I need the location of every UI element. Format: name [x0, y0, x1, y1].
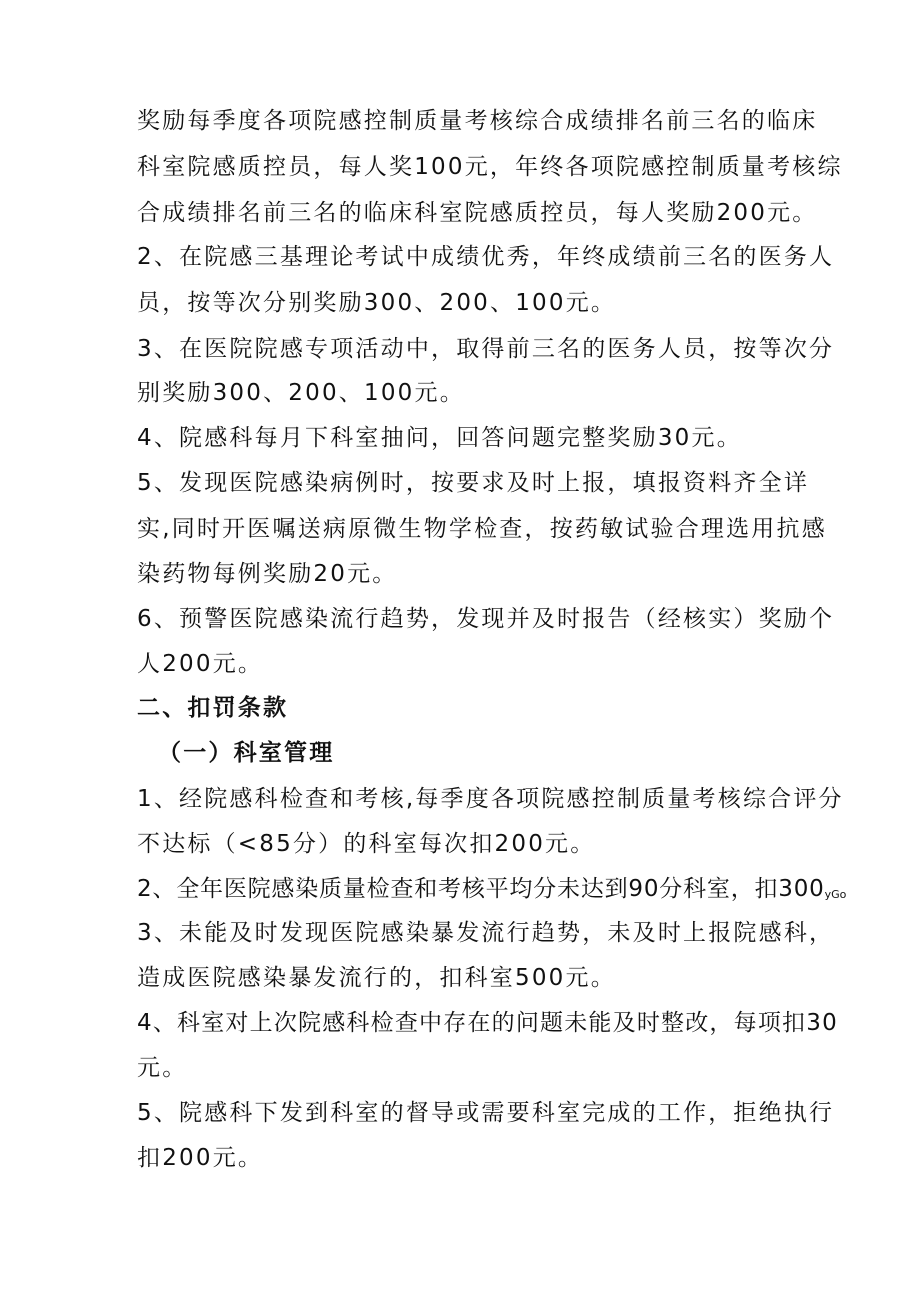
- text-line: 实,同时开医嘱送病原微生物学检查，按药敏试验合理选用抗感: [137, 516, 827, 542]
- text-line: 4、科室对上次院感科检查中存在的问题未能及时整改，每项扣30: [137, 1010, 838, 1036]
- text-line: 3、在医院院感专项活动中，取得前三名的医务人员，按等次分: [137, 336, 835, 362]
- text-line: 1、经院感科检查和考核,每季度各项院感控制质量考核综合评分: [137, 786, 844, 812]
- text-line: 员，按等次分别奖励300、200、100元。: [137, 290, 617, 316]
- text-line: 别奖励300、200、100元。: [137, 380, 465, 406]
- text-line: 不达标（<85分）的科室每次扣200元。: [137, 831, 596, 857]
- text-line: 造成医院感染暴发流行的，扣科室500元。: [137, 965, 616, 991]
- text-line: 染药物每例奖励20元。: [137, 561, 398, 587]
- text-line: 2、在院感三基理论考试中成绩优秀，年终成绩前三名的医务人: [137, 244, 835, 270]
- text-line: 4、院感科每月下科室抽问，回答问题完整奖励30元。: [137, 425, 742, 451]
- text-line: 5、发现医院感染病例时，按要求及时上报，填报资料齐全详: [137, 470, 810, 496]
- text-line: 奖励每季度各项院感控制质量考核综合成绩排名前三名的临床: [137, 108, 818, 134]
- subsection-heading: （一）科室管理: [158, 740, 335, 766]
- text-line-main: 2、全年医院感染质量检查和考核平均分未达到90分科室，扣300: [137, 876, 825, 902]
- text-line: 科室院感质控员，每人奖100元，年终各项院感控制质量考核综: [137, 154, 843, 180]
- text-line: 元。: [137, 1055, 188, 1081]
- section-heading: 二、扣罚条款: [137, 695, 289, 721]
- text-line: 5、院感科下发到科室的督导或需要科室完成的工作，拒绝执行: [137, 1100, 835, 1126]
- text-line: 扣200元。: [137, 1145, 264, 1171]
- text-line-suffix: yGo: [824, 888, 847, 901]
- text-line: 合成绩排名前三名的临床科室院感质控员，每人奖励200元。: [137, 200, 818, 226]
- text-line: [137, 874, 846, 910]
- text-line: 6、预警医院感染流行趋势，发现并及时报告（经核实）奖励个: [137, 606, 835, 632]
- text-line: 3、未能及时发现医院感染暴发流行趋势，未及时上报院感科，: [137, 920, 835, 946]
- text-line: 人200元。: [137, 651, 264, 677]
